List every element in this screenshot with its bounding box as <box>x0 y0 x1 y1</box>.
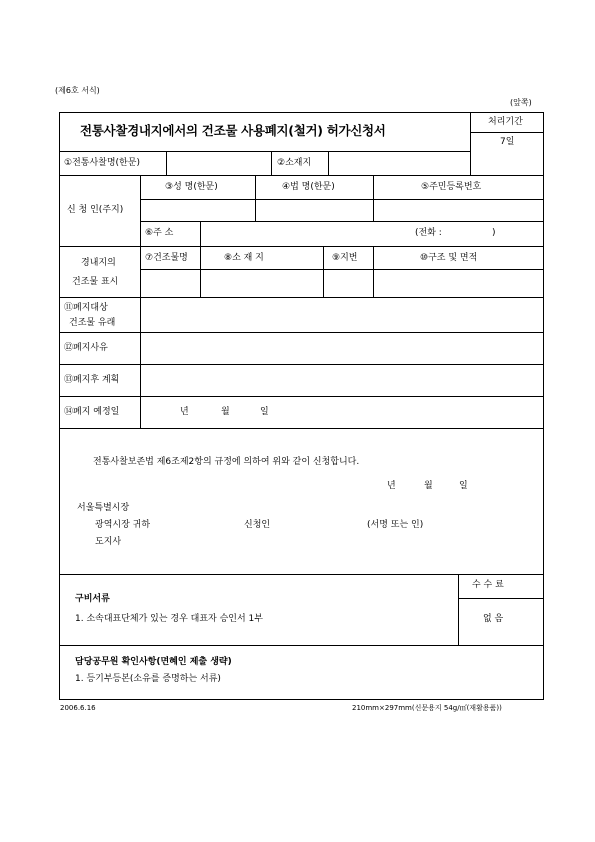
temple-location-field[interactable] <box>329 152 543 174</box>
statement-text: 전통사찰보존법 제6조제2항의 규정에 의하여 위와 같이 신청합니다. <box>93 457 360 467</box>
footer-paper-spec: 210mm×297mm(신문용지 54g/㎡(재활용품)) <box>352 704 502 712</box>
recipient-province: 도지사 <box>95 537 122 547</box>
temple-name-label: ①전통사찰명(한문) <box>64 158 140 168</box>
signature-label: (서명 또는 인) <box>367 520 424 530</box>
fee-value: 없 음 <box>483 614 504 624</box>
applicant-sign-label: 신청인 <box>244 520 271 530</box>
form-number: (제6호 서식) <box>55 86 100 95</box>
building-label-line2: 건조물 표시 <box>72 277 119 287</box>
abolish-reason-label: ⑫폐지사유 <box>64 343 108 353</box>
abolish-target-label-line2: 건조물 유래 <box>69 318 116 328</box>
structure-area-field[interactable] <box>374 270 543 296</box>
page-side-label: (앞쪽) <box>510 98 532 107</box>
abolish-target-field[interactable] <box>141 298 543 331</box>
recipient-seoul: 서울특별시장 <box>77 503 130 513</box>
post-abolish-plan-field[interactable] <box>141 365 543 395</box>
statement-month: 월 <box>424 481 433 491</box>
fee-label: 수 수 료 <box>472 580 504 590</box>
official-check-item-1: 1. 등기부등본(소유를 증명하는 서류) <box>75 674 221 684</box>
phone-close: ) <box>492 228 496 238</box>
buddhist-name-label: ④법 명(한문) <box>282 182 335 192</box>
abolish-date-day: 일 <box>260 407 269 417</box>
building-name-label: ⑦건조물명 <box>145 253 188 263</box>
temple-name-field[interactable] <box>167 152 270 174</box>
resident-number-field[interactable] <box>374 200 543 220</box>
recipient-metro: 광역시장 귀하 <box>95 520 151 530</box>
statement-year: 년 <box>387 481 396 491</box>
abolish-date-label: ⑭폐지 예정일 <box>64 407 120 417</box>
footer-date: 2006.6.16 <box>60 704 96 712</box>
lot-number-label: ⑨지번 <box>332 253 358 263</box>
name-field[interactable] <box>141 200 254 220</box>
building-label-line1: 경내지의 <box>81 258 116 268</box>
structure-area-label: ⑩구조 및 면적 <box>420 253 478 263</box>
address-label: ⑥주 소 <box>145 228 174 238</box>
applicant-label: 신 청 인(주지) <box>67 205 124 215</box>
required-docs-title: 구비서류 <box>75 594 110 604</box>
abolish-reason-field[interactable] <box>141 333 543 363</box>
required-doc-item-1: 1. 소속대표단체가 있는 경우 대표자 승인서 1부 <box>75 614 263 624</box>
building-location-label: ⑧소 재 지 <box>224 253 264 263</box>
lot-number-field[interactable] <box>324 270 372 296</box>
abolish-date-month: 월 <box>221 407 230 417</box>
post-abolish-plan-label: ⑬폐지후 계획 <box>64 375 120 385</box>
processing-period-label: 처리기간 <box>488 117 523 127</box>
abolish-target-label-line1: ⑪폐지대상 <box>64 303 108 313</box>
temple-location-label: ②소재지 <box>277 158 312 168</box>
phone-label: (전화 : <box>415 228 442 238</box>
form-title: 전통사찰경내지에서의 건조물 사용폐지(철거) 허가신청서 <box>80 123 386 138</box>
statement-day: 일 <box>459 481 468 491</box>
building-location-field[interactable] <box>201 270 322 296</box>
address-field[interactable] <box>201 222 411 245</box>
processing-period-value: 7일 <box>500 137 515 147</box>
abolish-date-year: 년 <box>180 407 189 417</box>
resident-number-label: ⑤주민등록번호 <box>421 182 482 192</box>
name-label: ③성 명(한문) <box>165 182 218 192</box>
building-name-field[interactable] <box>141 270 199 296</box>
buddhist-name-field[interactable] <box>256 200 372 220</box>
official-check-title: 담당공무원 확인사항(면혜인 제출 생략) <box>75 657 232 667</box>
abolish-date-field[interactable] <box>141 397 543 427</box>
